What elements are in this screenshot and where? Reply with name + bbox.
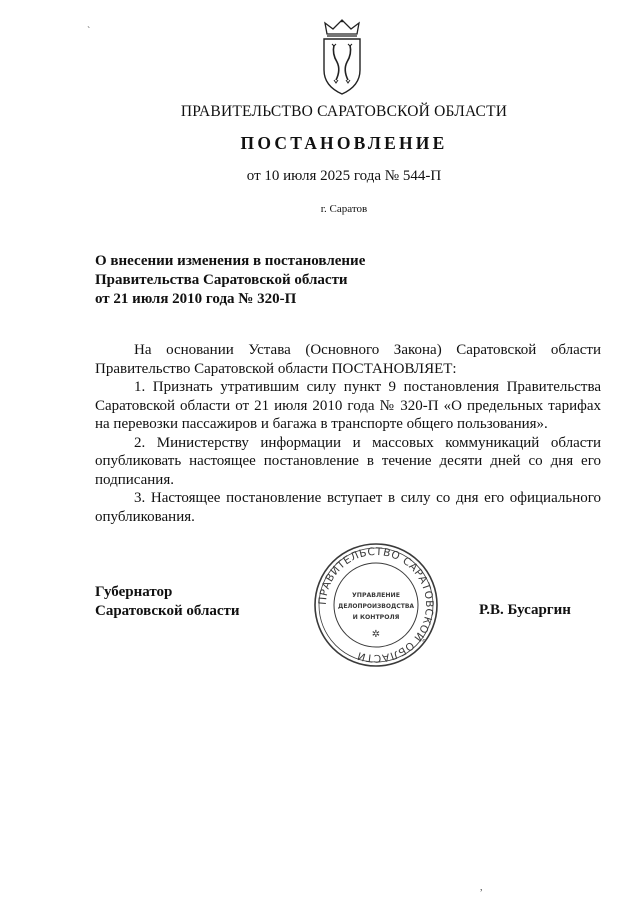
government-title: ПРАВИТЕЛЬСТВО САРАТОВСКОЙ ОБЛАСТИ xyxy=(180,103,508,120)
stamp-center-line: И КОНТРОЛЯ xyxy=(352,614,400,621)
body-paragraph-preamble: На основании Устава (Основного Закона) Саратовской области Правительство Саратовской области ПОСТАНОВЛЯЕТ: xyxy=(95,342,601,377)
subject-line: Правительства Саратовской области xyxy=(95,272,348,288)
official-stamp xyxy=(312,541,440,669)
document-body xyxy=(95,341,601,526)
saratov-coat-of-arms-icon xyxy=(320,18,364,96)
signatory-position-line: Саратовской области xyxy=(95,603,240,619)
stamp-star-icon: ✲ xyxy=(371,629,381,640)
stamp-center-line: УПРАВЛЕНИЕ xyxy=(352,592,400,599)
signatory-position-line: Губернатор xyxy=(95,584,173,600)
scan-speck: , xyxy=(480,882,483,893)
subject-line: от 21 июля 2010 года № 320-П xyxy=(95,291,297,307)
stamp-ring-text: ПРАВИТЕЛЬСТВО САРАТОВСКОЙ ОБЛАСТИ xyxy=(316,545,436,665)
document-date-number: от 10 июля 2025 года № 544-П xyxy=(246,168,442,184)
body-paragraph-item-1: 1. Признать утратившим силу пункт 9 постановления Правительства Саратовской области от 21 июля 2010 года № 320-П «О предельных тарифах на перевозки пассажиров и багажа в транспорте общего пользования». xyxy=(95,379,601,432)
document-subject xyxy=(95,252,395,309)
subject-line: О внесении изменения в постановление xyxy=(95,253,366,269)
signatory-position xyxy=(95,583,240,621)
document-type-heading: ПОСТАНОВЛЕНИЕ xyxy=(240,133,448,153)
body-paragraph-item-2: 2. Министерству информации и массовых коммуникаций области опубликовать настоящее постановление в течение десяти дней со дня его подписания. xyxy=(95,434,601,488)
document-city: г. Саратов xyxy=(320,203,368,215)
body-paragraph-item-3: 3. Настоящее постановление вступает в силу со дня его официального опубликования. xyxy=(95,490,601,525)
signatory-name: Р.В. Бусаргин xyxy=(479,602,571,618)
scan-speck: ` xyxy=(87,26,91,37)
stamp-center-line: ДЕЛОПРОИЗВОДСТВА xyxy=(337,603,415,610)
